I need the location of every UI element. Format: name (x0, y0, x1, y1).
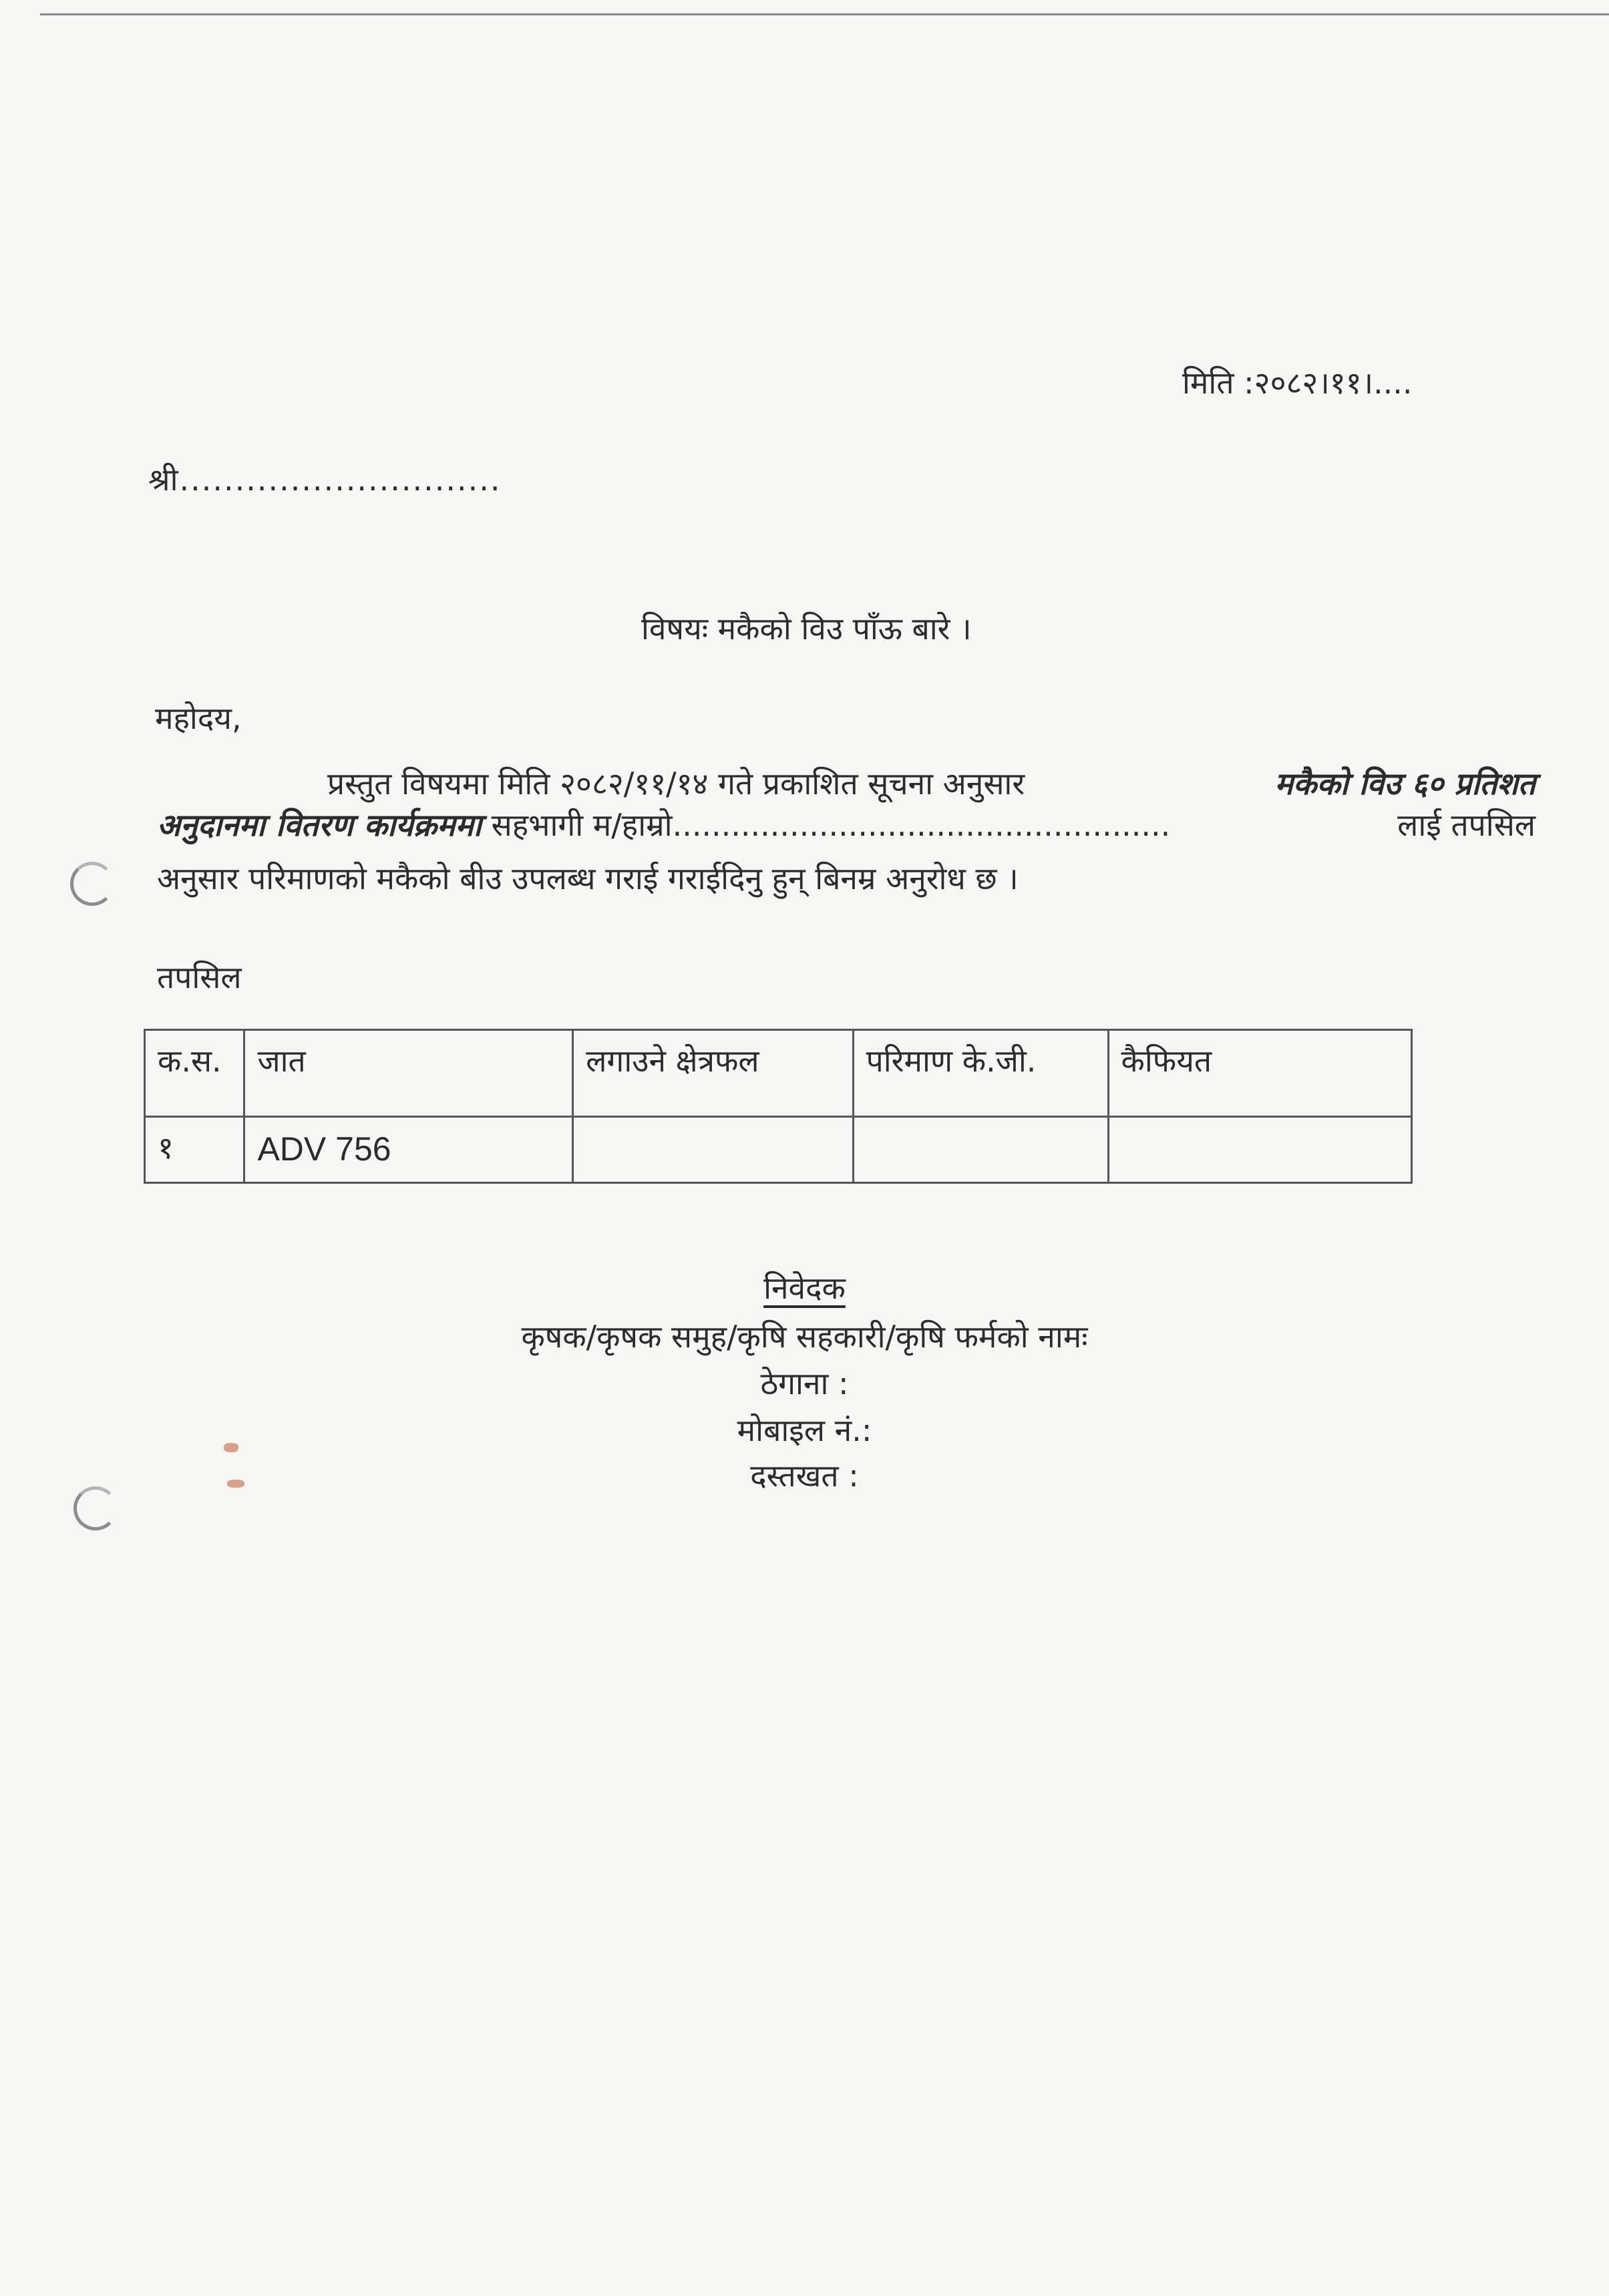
applicant-name-label: कृषक/कृषक समुह/कृषि सहकारी/कृषि फर्मको नामः (521, 1319, 1088, 1355)
header-quantity: परिमाण के.जी. (853, 1030, 1108, 1117)
body-line-1 (327, 766, 1536, 802)
header-remarks: कैफियत (1108, 1030, 1411, 1117)
header-area: लगाउने क्षेत्रफल (573, 1030, 853, 1117)
table-row (145, 1117, 1412, 1183)
applicant-mobile-label: मोबाइल नं.: (737, 1412, 872, 1448)
header-variety: जात (244, 1030, 573, 1117)
punch-hole-top (70, 862, 114, 906)
header-serial: क.स. (145, 1030, 244, 1117)
cell-serial: १ (145, 1117, 244, 1183)
applicant-address-label: ठेगाना : (760, 1365, 849, 1402)
seed-request-table (144, 1029, 1413, 1184)
table-header-row (145, 1030, 1412, 1117)
punch-hole-bottom (73, 1486, 118, 1530)
applicant-signature-label: दस्तखत : (750, 1458, 859, 1494)
addressee-line: श्री............................. (148, 462, 502, 498)
schedule-label: तपसिल (157, 959, 242, 995)
body-text: लाई तपसिल (1397, 807, 1536, 843)
cell-quantity (853, 1117, 1108, 1183)
applicant-title: निवेदक (763, 1270, 846, 1306)
cell-area (573, 1117, 853, 1183)
body-text: प्रस्तुत विषयमा मिति २०८२/११/१४ गते प्रकाशित सूचना अनुसार (327, 766, 1025, 802)
salutation: महोदय, (155, 700, 242, 736)
page-top-edge (40, 13, 1609, 15)
date-line: मिति :२०८२।११।.... (1182, 365, 1413, 401)
cell-remarks (1108, 1117, 1411, 1183)
body-line-3: अनुसार परिमाणको मकैको बीउ उपलब्ध गराई गराईदिनु हुन् बिनम्र अनुरोध छ । (157, 860, 1019, 896)
body-line-2 (157, 807, 1536, 843)
subject-line: विषयः मकैको विउ पाँऊ बारे । (641, 611, 972, 647)
body-text: सहभागी म/हाम्रो................................................... (491, 807, 1171, 843)
body-emphasis: मकैको विउ ६० प्रतिशत (1274, 766, 1536, 802)
cell-variety: ADV 756 (244, 1117, 573, 1183)
body-emphasis: अनुदानमा वितरण कार्यक्रममा (157, 807, 482, 843)
